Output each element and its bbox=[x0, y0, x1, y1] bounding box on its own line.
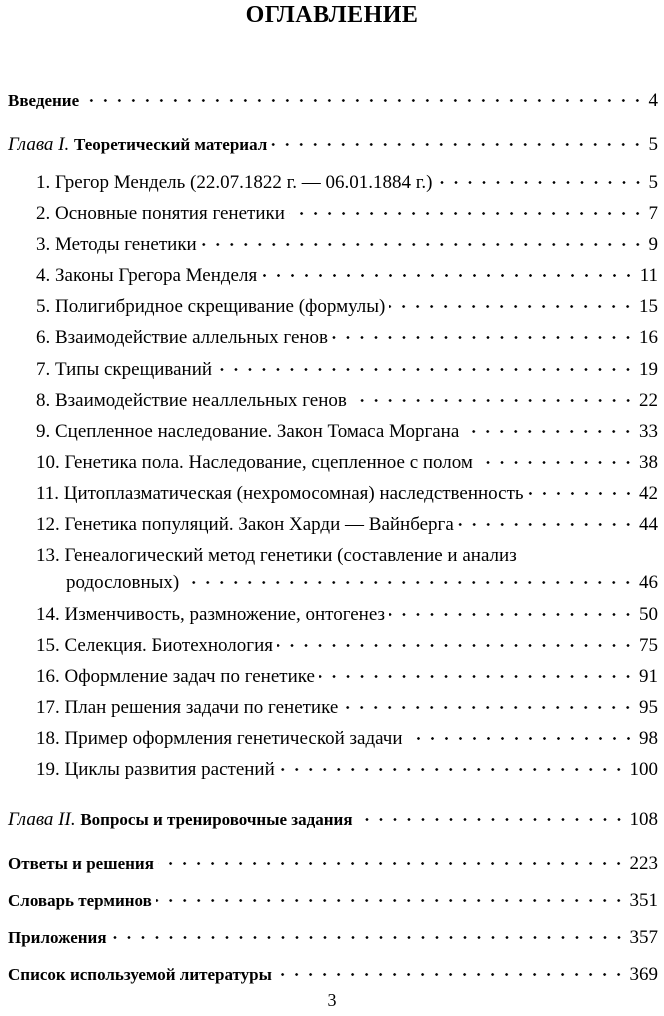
toc-entry-label: Приложения bbox=[8, 928, 107, 947]
toc-entry-appendix[interactable] bbox=[8, 926, 658, 950]
leader-dots bbox=[357, 818, 626, 821]
toc-entry-section-12[interactable] bbox=[36, 513, 658, 537]
leader-dots bbox=[277, 644, 635, 647]
toc-page-number: 50 bbox=[639, 604, 658, 625]
toc-entry-label: 7. Типы скрещиваний bbox=[36, 359, 213, 380]
toc-entry-label: 14. Изменчивость, размножение, онтогенез bbox=[36, 604, 386, 625]
toc-entry-section-17[interactable] bbox=[36, 696, 658, 720]
toc-page-number: 15 bbox=[639, 296, 658, 317]
toc-page-number: 351 bbox=[629, 890, 658, 911]
toc-page-number: 22 bbox=[639, 390, 658, 411]
toc-entry-section-9[interactable] bbox=[36, 420, 658, 444]
toc-entry-section-13[interactable] bbox=[66, 571, 658, 595]
toc-entry-chapter-2[interactable] bbox=[8, 808, 658, 832]
leader-dots bbox=[463, 430, 635, 433]
toc-page-number: 5 bbox=[648, 172, 658, 193]
leader-dots bbox=[276, 973, 626, 976]
toc-page-number: 42 bbox=[639, 483, 658, 504]
leader-dots bbox=[183, 581, 635, 584]
leader-dots bbox=[261, 274, 636, 277]
toc-entry-section-1[interactable] bbox=[36, 171, 658, 195]
toc-page-number: 46 bbox=[639, 572, 658, 593]
toc-entry-section-10[interactable] bbox=[36, 451, 658, 475]
chapter-prefix: Глава I. bbox=[8, 134, 70, 155]
toc-page-number: 369 bbox=[629, 964, 658, 985]
toc-page-number: 16 bbox=[639, 327, 658, 348]
toc-page-number: 38 bbox=[639, 452, 658, 473]
leader-dots bbox=[477, 461, 635, 464]
toc-entry-label: 6. Взаимодействие аллельных генов bbox=[36, 327, 329, 348]
toc-entry-answers[interactable] bbox=[8, 852, 658, 876]
toc-entry-label: Вопросы и тренировочные задания bbox=[80, 810, 353, 829]
toc-entry-section-8[interactable] bbox=[36, 389, 658, 413]
toc-entry-label: Ответы и решения bbox=[8, 854, 154, 873]
leader-dots bbox=[156, 899, 626, 902]
leader-dots bbox=[319, 675, 635, 678]
toc-entry-section-4[interactable] bbox=[36, 264, 658, 288]
toc-entry-section-7[interactable] bbox=[36, 358, 658, 382]
toc-page-number: 5 bbox=[648, 134, 658, 155]
toc-entry-label: 5. Полигибридное скрещивание (формулы) bbox=[36, 296, 386, 317]
page-number: 3 bbox=[327, 990, 337, 1010]
toc-page-number: 100 bbox=[629, 759, 658, 780]
toc-page-number: 357 bbox=[629, 927, 658, 948]
leader-dots bbox=[389, 305, 635, 308]
toc-page-number: 108 bbox=[629, 809, 658, 830]
toc-entry-section-18[interactable] bbox=[36, 727, 658, 751]
leader-dots bbox=[111, 936, 626, 939]
toc-page-number: 98 bbox=[639, 728, 658, 749]
toc-page-number: 4 bbox=[648, 90, 658, 111]
toc-entry-section-2[interactable] bbox=[36, 202, 658, 226]
toc-entry-section-3[interactable] bbox=[36, 233, 658, 257]
toc-entry-label: Теоретический материал bbox=[74, 135, 268, 154]
toc-entry-label: 2. Основные понятия генетики bbox=[36, 203, 285, 224]
toc-entry-literature[interactable] bbox=[8, 963, 658, 987]
toc-entry-section-11[interactable] bbox=[36, 482, 658, 506]
toc-entry-section-16[interactable] bbox=[36, 665, 658, 689]
toc-entry-section-14[interactable] bbox=[36, 603, 658, 627]
leader-dots bbox=[158, 862, 626, 865]
leader-dots bbox=[289, 212, 645, 215]
toc-entry-label: 10. Генетика пола. Наследование, сцепленное с полом bbox=[36, 452, 473, 473]
toc-entry-label: 1. Грегор Мендель (22.07.1822 г. — 06.01.1884 г.) bbox=[36, 172, 433, 193]
toc-page-number: 33 bbox=[639, 421, 658, 442]
toc-entry-label: 9. Сцепленное наследование. Закон Томаса Моргана bbox=[36, 421, 460, 442]
toc-entry-label: 12. Генетика популяций. Закон Харди — Вайнберга bbox=[36, 514, 454, 535]
toc-entry-label: 11. Цитоплазматическая (нехромосомная) наследственность bbox=[36, 483, 524, 504]
toc-entry-section-19[interactable] bbox=[36, 758, 658, 782]
toc-entry-label: 15. Селекция. Биотехнология bbox=[36, 635, 273, 656]
toc-entry-label: Список используемой литературы bbox=[8, 965, 272, 984]
toc-page-number: 11 bbox=[639, 265, 658, 286]
toc-page-number: 223 bbox=[629, 853, 658, 874]
toc-entry-label: 16. Оформление задач по генетике bbox=[36, 666, 315, 687]
toc-entry-section-15[interactable] bbox=[36, 634, 658, 658]
leader-dots bbox=[528, 492, 635, 495]
leader-dots bbox=[271, 143, 644, 146]
toc-entry-label: родословных) bbox=[66, 572, 180, 593]
toc-entry-section-5[interactable] bbox=[36, 295, 658, 319]
leader-dots bbox=[458, 523, 635, 526]
toc-page-number: 75 bbox=[639, 635, 658, 656]
toc-page-number: 7 bbox=[648, 203, 658, 224]
toc-entry-label: 3. Методы генетики bbox=[36, 234, 197, 255]
toc-entry-label: 18. Пример оформления генетической задачи bbox=[36, 728, 403, 749]
toc-entry-label: 8. Взаимодействие неаллельных генов bbox=[36, 390, 347, 411]
leader-dots bbox=[389, 613, 635, 616]
toc-page-number: 9 bbox=[648, 234, 658, 255]
leader-dots bbox=[83, 99, 644, 102]
toc-page-number: 95 bbox=[639, 697, 658, 718]
toc-entry-chapter-1[interactable] bbox=[8, 133, 658, 157]
toc-entry-glossary[interactable] bbox=[8, 889, 658, 913]
toc-entry-section-6[interactable] bbox=[36, 326, 658, 350]
toc-page-number: 44 bbox=[639, 514, 658, 535]
toc-entry-label: Введение bbox=[8, 91, 80, 110]
leader-dots bbox=[407, 737, 635, 740]
leader-dots bbox=[342, 706, 635, 709]
toc-entry-label: 19. Циклы развития растений bbox=[36, 759, 275, 780]
leader-dots bbox=[437, 181, 645, 184]
chapter-prefix: Глава II. bbox=[8, 809, 76, 830]
toc-page-number: 19 bbox=[639, 359, 658, 380]
toc-entry-section-13-line-1[interactable]: 13. Генеалогический метод генетики (составление и анализ bbox=[36, 545, 517, 566]
toc-page-number: 91 bbox=[639, 666, 658, 687]
toc-entry-label: 4. Законы Грегора Менделя bbox=[36, 265, 258, 286]
toc-entry-intro[interactable] bbox=[8, 89, 658, 113]
leader-dots bbox=[351, 399, 635, 402]
leader-dots bbox=[332, 336, 635, 339]
leader-dots bbox=[201, 243, 645, 246]
leader-dots bbox=[216, 368, 635, 371]
leader-dots bbox=[279, 768, 626, 771]
toc-entry-label: 17. План решения задачи по генетике bbox=[36, 697, 339, 718]
page-title: ОГЛАВЛЕНИЕ bbox=[245, 2, 419, 28]
toc-entry-label: Словарь терминов bbox=[8, 891, 152, 910]
